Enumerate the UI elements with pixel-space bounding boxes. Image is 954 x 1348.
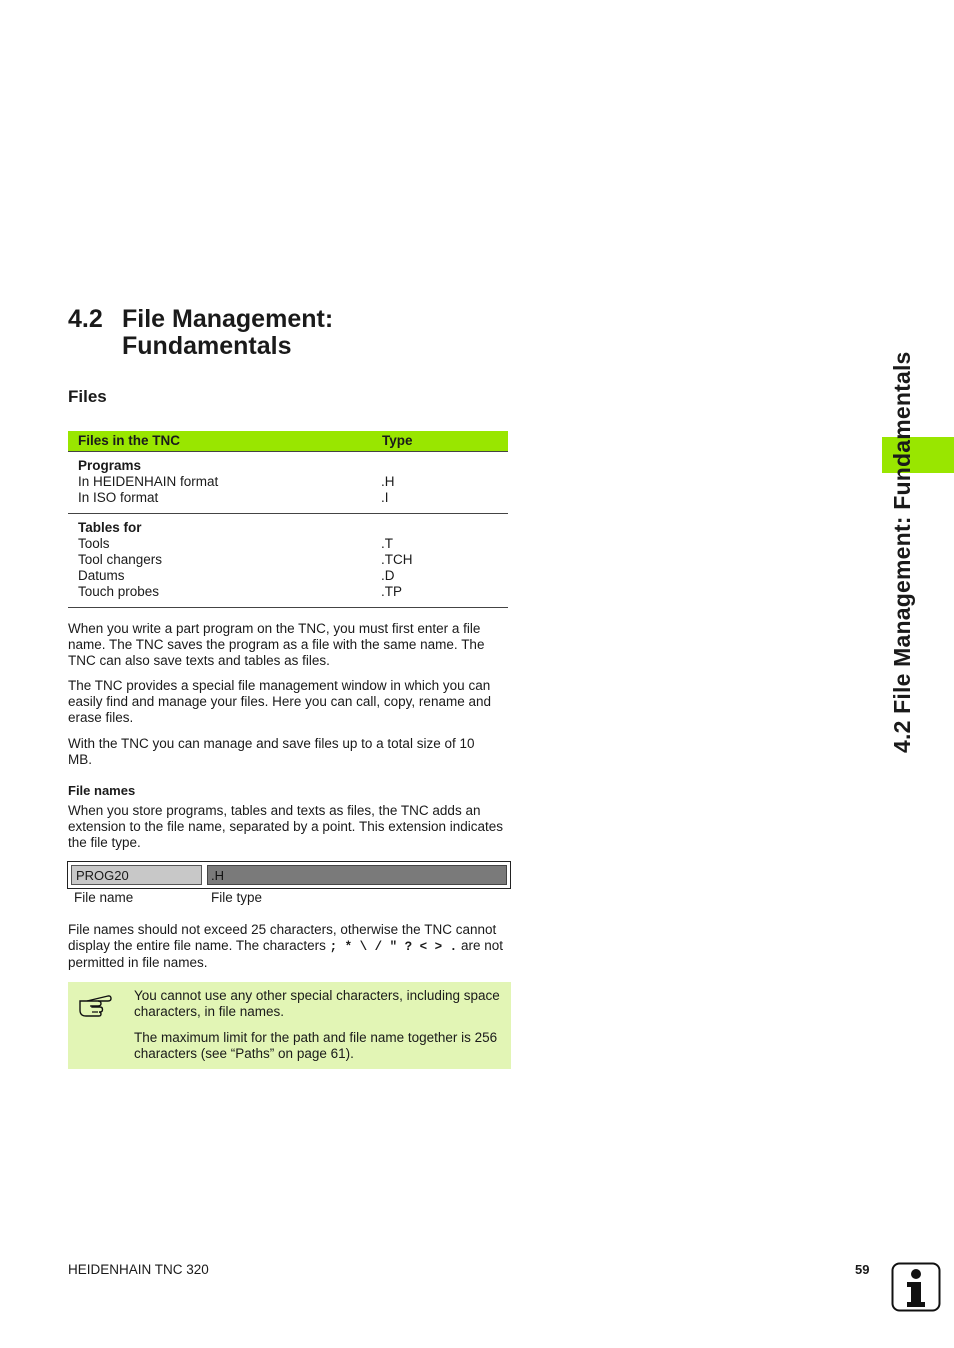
file-types-table bbox=[68, 431, 508, 608]
side-tab-text: 4.2 File Management: Fundamentals bbox=[889, 351, 915, 753]
paragraph-2 bbox=[68, 678, 510, 726]
row-label: In ISO format bbox=[78, 490, 159, 505]
table-row bbox=[68, 536, 508, 552]
group-title: Programs bbox=[78, 458, 142, 473]
row-label: Touch probes bbox=[78, 584, 160, 599]
row-type: .H bbox=[381, 474, 395, 489]
section-title-line1: File Management: bbox=[122, 305, 334, 333]
note-line: The maximum limit for the path and file name together is 256 characters (see “Paths” on page 61). bbox=[134, 1030, 498, 1061]
table-row bbox=[68, 474, 508, 490]
paragraph-1 bbox=[68, 621, 510, 669]
paragraph-text bbox=[68, 922, 510, 971]
example-file-type: .H bbox=[207, 865, 507, 885]
section-title bbox=[68, 306, 333, 360]
paragraph-text: With the TNC you can manage and save files up to a total size of 10 MB. bbox=[68, 736, 475, 767]
table-row bbox=[68, 568, 508, 584]
row-type: .D bbox=[381, 568, 395, 583]
paragraph-text: When you store programs, tables and texts as files, the TNC adds an extension to the file name, separated by a point. This extension indicates the file type. bbox=[68, 803, 504, 850]
example-file-name: PROG20 bbox=[71, 865, 202, 885]
paragraph-3 bbox=[68, 736, 488, 768]
label-file-name: File name bbox=[74, 890, 134, 905]
file-names-intro bbox=[68, 803, 510, 851]
note-line: You cannot use any other special characters, including space characters, in file names. bbox=[134, 988, 500, 1019]
table-header bbox=[68, 431, 508, 452]
pointing-hand-icon bbox=[78, 992, 112, 1018]
table-row bbox=[68, 584, 508, 600]
footer-product: HEIDENHAIN TNC 320 bbox=[68, 1262, 209, 1277]
label-file-type: File type bbox=[211, 890, 263, 905]
file-names-limit bbox=[68, 922, 510, 971]
header-type: Type bbox=[382, 433, 413, 448]
section-title-line2: Fundamentals bbox=[122, 332, 292, 360]
row-type: .I bbox=[381, 490, 389, 505]
row-label: In HEIDENHAIN format bbox=[78, 474, 219, 489]
row-label: Tools bbox=[78, 536, 110, 551]
info-icon bbox=[891, 1262, 941, 1312]
note-box bbox=[68, 982, 511, 1069]
limit-text-a: File names should not exceed 25 characters, otherwise the TNC cannot display the entire file name. The characters bbox=[68, 922, 497, 953]
row-label: Tool changers bbox=[78, 552, 163, 567]
paragraph-text: The TNC provides a special file management window in which you can easily find and manage your files. Here you can call, copy, rename and erase files. bbox=[68, 678, 491, 725]
header-files: Files in the TNC bbox=[78, 433, 181, 448]
table-group-programs bbox=[68, 452, 508, 514]
table-row bbox=[68, 458, 508, 474]
group-title: Tables for bbox=[78, 520, 142, 535]
row-type: .T bbox=[381, 536, 393, 551]
page-number: 59 bbox=[855, 1262, 870, 1277]
file-name-example bbox=[67, 861, 511, 889]
table-row bbox=[68, 520, 508, 536]
row-label: Datums bbox=[78, 568, 125, 583]
row-type: .TCH bbox=[381, 552, 413, 567]
forbidden-chars: ; * \ / " ? < > . bbox=[329, 940, 458, 954]
limit-text-b: are not permitted in file names. bbox=[68, 938, 503, 970]
subheading-file-names: File names bbox=[68, 783, 136, 798]
table-group-tables bbox=[68, 514, 508, 608]
paragraph-text: When you write a part program on the TNC, you must first enter a file name. The TNC saves the program as a file with the same name. The TNC can also save texts and tables as files. bbox=[68, 621, 485, 668]
table-row bbox=[68, 490, 508, 506]
subheading-files: Files bbox=[68, 387, 107, 406]
row-type: .TP bbox=[381, 584, 403, 599]
table-row bbox=[68, 552, 508, 568]
section-number: 4.2 bbox=[68, 305, 103, 333]
note-text bbox=[134, 988, 506, 1072]
